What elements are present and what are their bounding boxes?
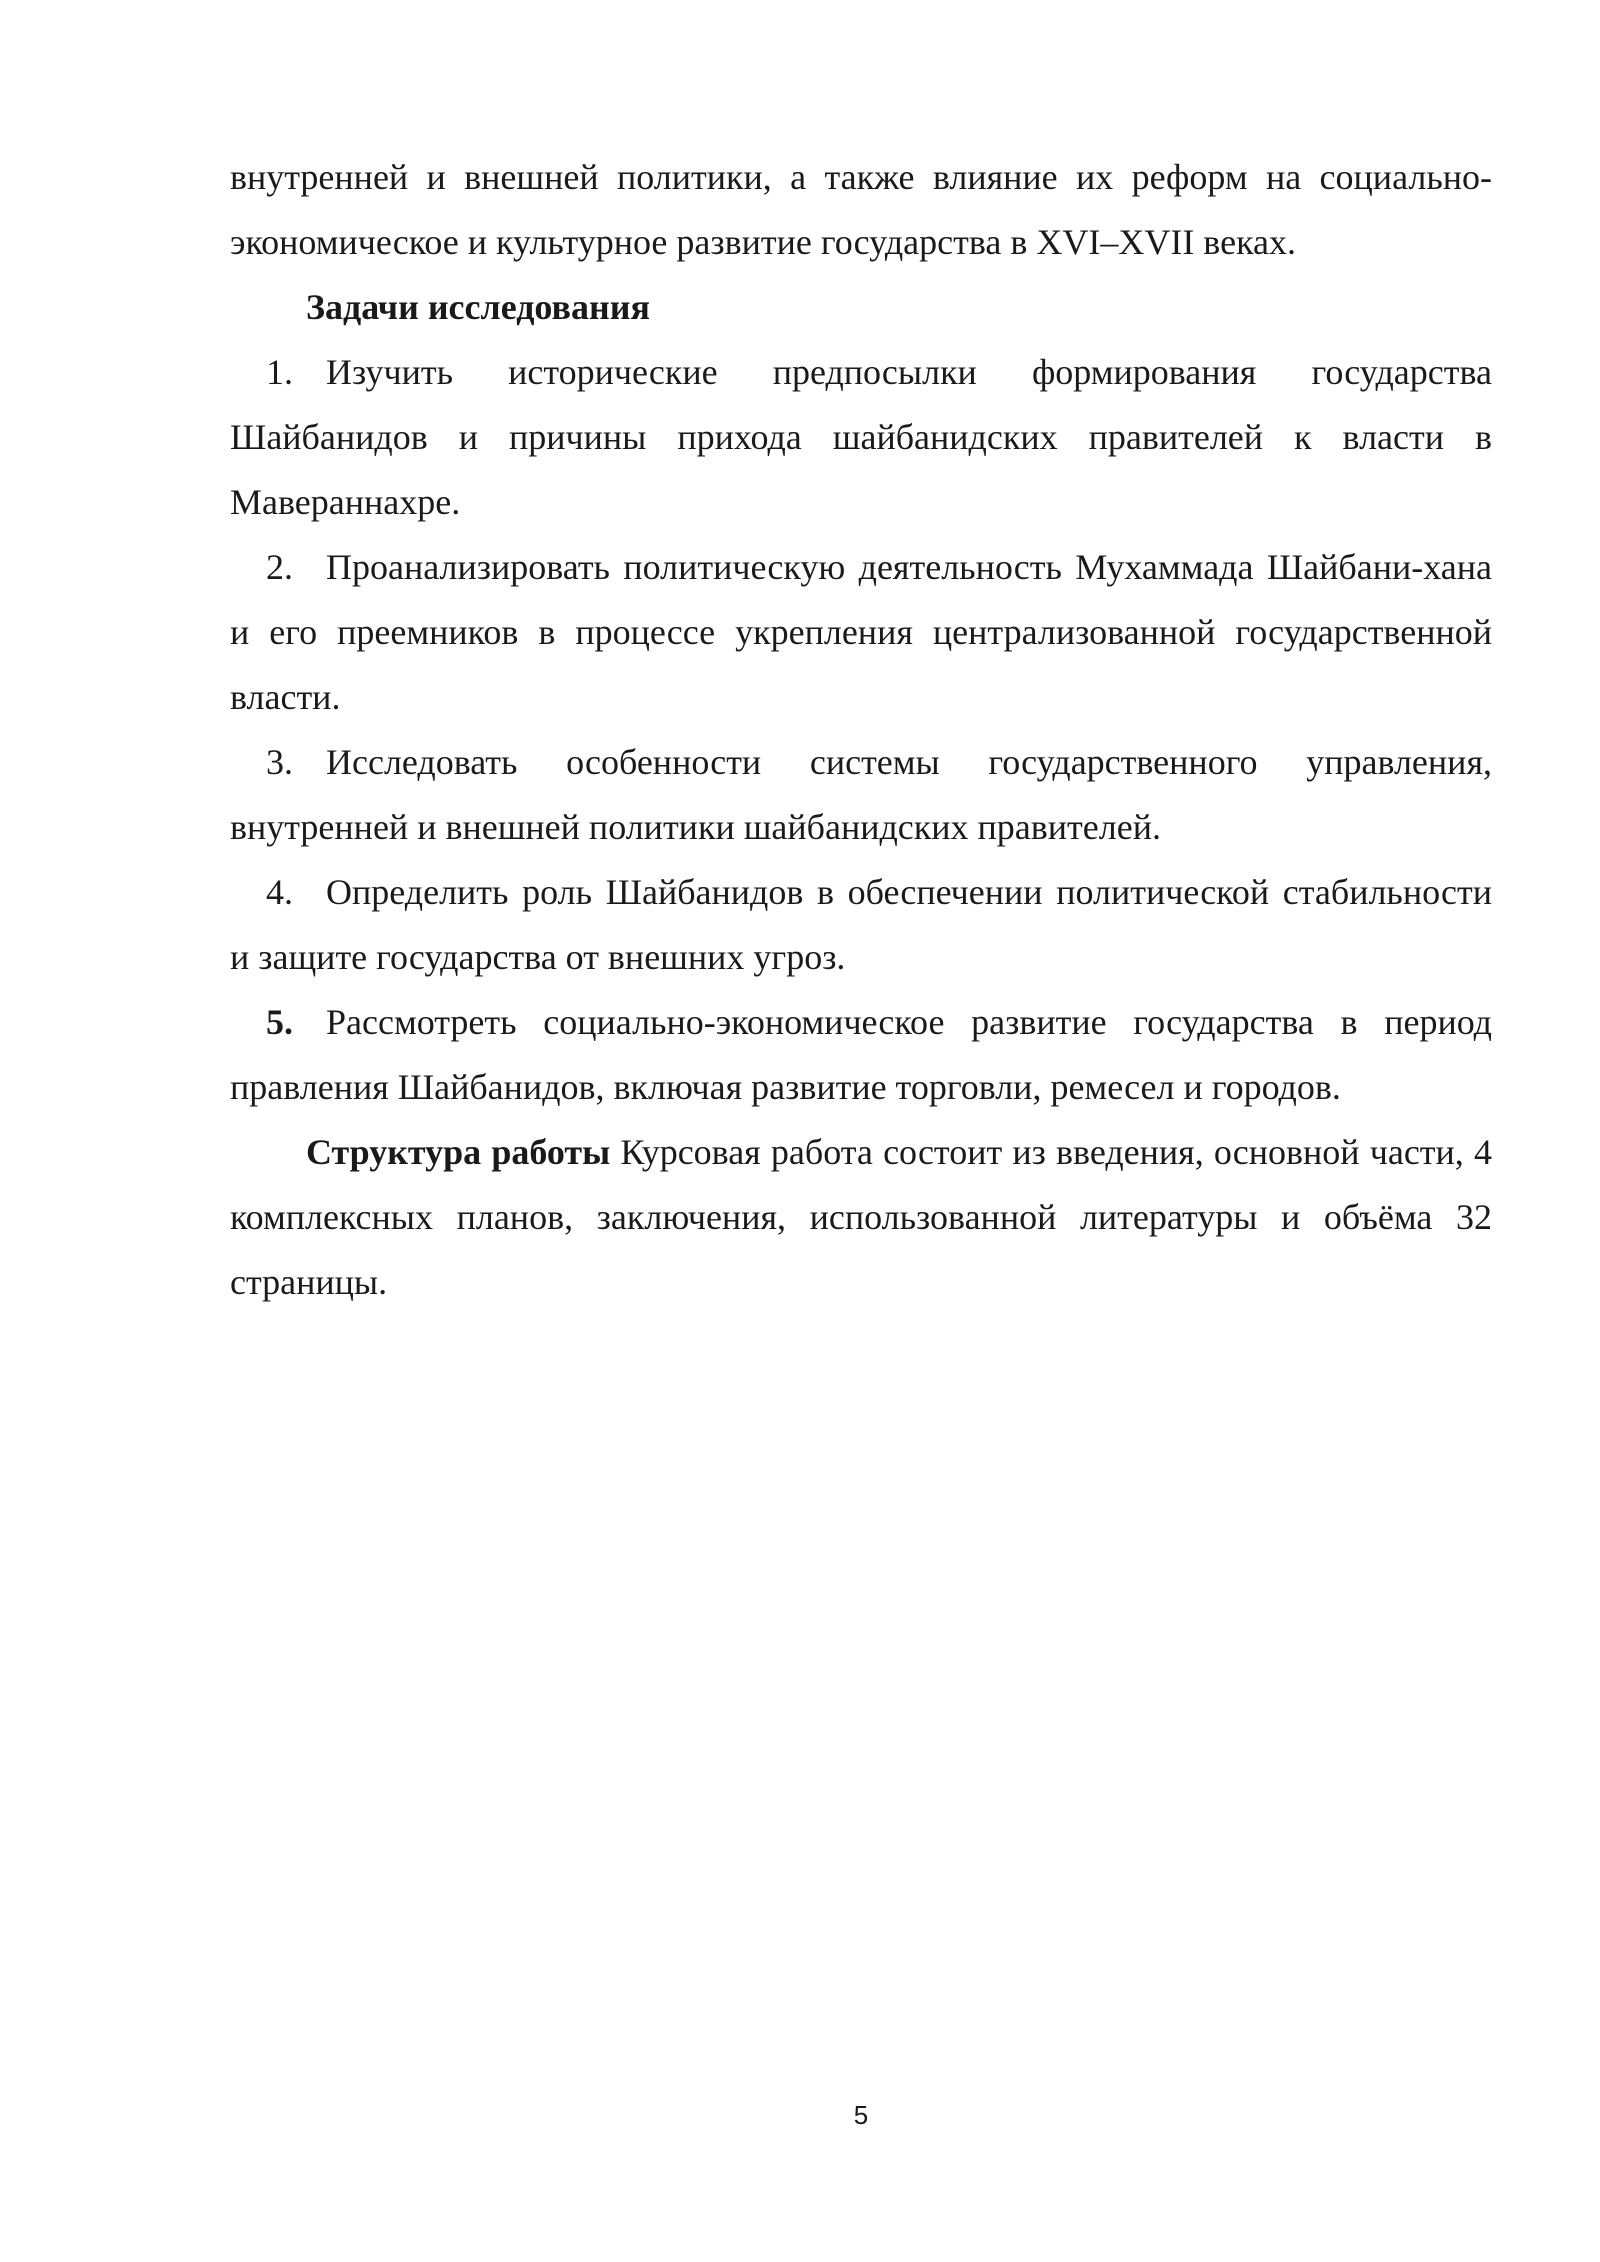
page-content xyxy=(230,145,1492,1315)
task-text: Изучить исторические предпосылки формирования государства Шайбанидов и причины прихода шайбанидских правителей к власти в Мавераннахре. xyxy=(230,352,1492,522)
task-item-3 xyxy=(230,730,1492,860)
task-number: 3. xyxy=(266,742,293,782)
task-number: 1. xyxy=(266,352,293,392)
task-text: Исследовать особенности системы государственного управления, внутренней и внешней политики шайбанидских правителей. xyxy=(230,742,1492,847)
task-text: Проанализировать политическую деятельность Мухаммада Шайбани-хана и его преемников в процессе укрепления централизованной государственной власти. xyxy=(230,547,1492,717)
structure-label: Структура работы xyxy=(306,1132,611,1172)
structure-text: Курсовая работа состоит из введения, основной части, 4 комплексных планов, заключения, использованной литературы и объёма 32 страницы. xyxy=(230,1132,1492,1302)
page-number: 5 xyxy=(853,2100,869,2130)
task-item-5 xyxy=(230,990,1492,1120)
tasks-heading: Задачи исследования xyxy=(306,287,650,327)
task-number: 4. xyxy=(266,872,293,912)
task-number: 2. xyxy=(266,547,293,587)
task-item-4 xyxy=(230,860,1492,990)
task-text: Рассмотреть социально-экономическое развитие государства в период правления Шайбанидов, включая развитие торговли, ремесел и городов. xyxy=(230,1002,1492,1107)
intro-paragraph: внутренней и внешней политики, а также влияние их реформ на социально-экономическое и культурное развитие государства в XVI–XVII веках. xyxy=(230,157,1492,262)
task-text: Определить роль Шайбанидов в обеспечении политической стабильности и защите государства от внешних угроз. xyxy=(230,872,1492,977)
structure-paragraph xyxy=(230,1120,1492,1315)
task-item-1 xyxy=(230,340,1492,535)
task-number: 5. xyxy=(266,1002,293,1042)
task-item-2 xyxy=(230,535,1492,730)
